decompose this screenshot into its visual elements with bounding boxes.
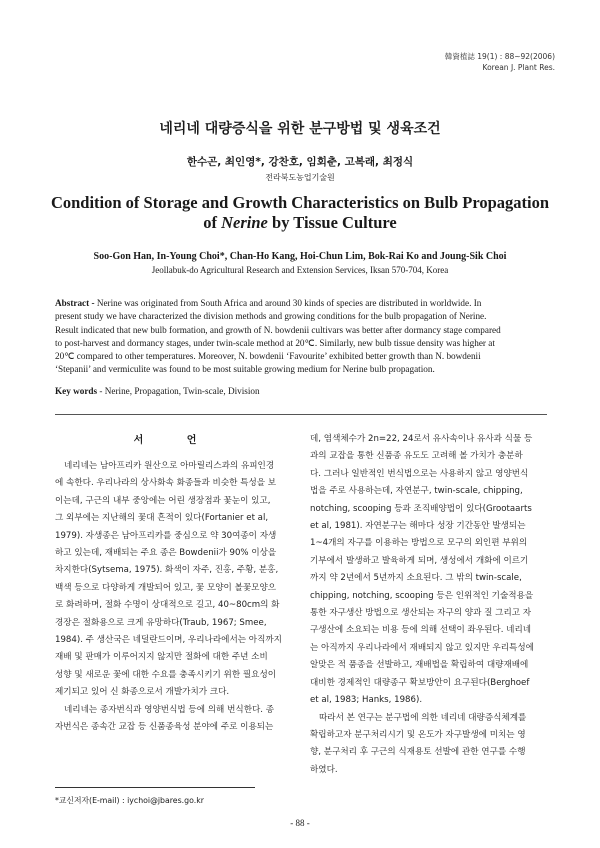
paragraph-line: 로 화려하며, 절화 수명이 상대적으로 길고, 40~80cm의 화 [55, 600, 280, 611]
paragraph-line: 1979). 자생종은 남아프리카를 중심으로 약 30여종이 자생 [55, 530, 277, 541]
abstract [55, 297, 547, 377]
korean-title: 네리네 대량증식을 위한 분구방법 및 생육조건 [159, 121, 441, 137]
paragraph-line: 통한 자구생산 방법으로 생산되는 자구의 양과 질 그리고 자 [310, 608, 532, 619]
paragraph-line: 다. 그러나 일반적인 번식법으로는 사용하지 않고 영양번식 [310, 468, 529, 479]
paragraph-line: 네리네는 종자번식과 영양번식법 등에 의해 번식한다. 종 [64, 704, 275, 715]
paragraph-line: 따라서 본 연구는 분구법에 의한 네리네 대량증식체계를 [319, 712, 527, 723]
paragraph-line: 과의 교잡을 통한 신품종 유도도 고려해 볼 가치가 충분하 [310, 451, 523, 462]
page-number: - 88 - [290, 818, 310, 828]
abstract-label: Abstract - [55, 298, 95, 308]
paragraph-line: 경장은 절화용으로 크게 유망하다(Traub, 1967; Smee, [55, 617, 267, 628]
paragraph-line: notching, scooping 등과 조직배양법이 있다(Grootaarts [310, 503, 532, 514]
abstract-line-text: Nerine was originated from South Africa and around 30 kinds of species are distributed in worldwide. In [94, 298, 482, 308]
english-title-of: of [203, 213, 222, 232]
paragraph-line: 그 외부에는 지난해의 꽃대 흔적이 있다(Fortanier et al, [55, 513, 269, 524]
paragraph-line: 네리네는 남아프리카 원산으로 아마릴리스과의 유피인경 [64, 461, 275, 471]
section-heading: 서 언 [133, 435, 217, 446]
paragraph-line: 는 아직까지 우리나라에서 재배되지 않고 있지만 우리특성에 [310, 642, 534, 653]
paragraph-line: 하고 있는데, 재배되는 주요 종은 Bowdenii가 90% 이상을 [55, 548, 277, 559]
paragraph-line: 차지한다(Sytsema, 1975). 화색이 자주, 진홍, 주황, 분홍, [55, 565, 279, 576]
paragraph-line: 재배 및 판매가 이루어지지 않지만 절화에 대한 주년 소비 [55, 652, 268, 663]
right-column [310, 431, 552, 779]
paragraph-line: 구생산에 소요되는 비용 등에 의해 선택이 좌우된다. 네리네 [310, 625, 532, 636]
korean-affiliation: 전라북도농업기술원 [265, 173, 335, 182]
abstract-line [55, 297, 547, 310]
paragraph-line: 까지 약 2년에서 5년까지 소요된다. 그 밖의 twin-scale, [310, 573, 522, 584]
english-title-genus: Nerine [221, 213, 268, 232]
korean-authors: 한수곤, 최인영*, 강찬호, 임회춘, 고복래, 최정식 [186, 156, 414, 168]
keywords-label: Key words [55, 386, 98, 396]
english-title [0, 193, 600, 233]
paragraph-line: 자번식은 종속간 교잡 등 신품종육성 분야에 주로 이용되는 [55, 722, 274, 733]
paragraph-line: 이는데, 구근의 내부 중앙에는 어린 생장점과 꽃눈이 있고, [55, 495, 271, 506]
english-authors: Soo-Gon Han, In-Young Choi*, Chan-Ho Kang, Hoi-Chun Lim, Bok-Rai Ko and Joung-Sik Choi [93, 251, 507, 262]
paragraph-line: 확립하고자 분구처리시기 및 온도가 자구발생에 미치는 영 [310, 729, 526, 740]
journal-citation-english: Korean J. Plant Res. [482, 63, 555, 72]
paragraph-line: chipping, notching, scooping 등은 인위적인 기술적용을 [310, 590, 534, 601]
abstract-line: ‘Stepanii’ and vermiculite was found to be most suitable growing medium for Nerine bulb propagation. [55, 364, 435, 375]
paragraph-line: 1~4개의 자구를 이용하는 방법으로 모구의 외인편 부위의 [310, 538, 528, 549]
paragraph-line: 알맞은 적 품종을 선발하고, 재배법을 확립하여 대량재배에 [310, 660, 529, 671]
abstract-line: 20℃ compared to other temperatures. Moreover, N. bowdenii ‘Favourite’ exhibited better growth than N. bowdenii [55, 351, 481, 362]
abstract-line: present study we have characterized the division methods and growing conditions for the bulb propagation of Nerine. [55, 311, 487, 322]
footnote-divider [55, 787, 255, 788]
abstract-line: Result indicated that new bulb formation, and growth of N. bowdenii cultivars was better after dormancy stage compared [55, 324, 501, 335]
journal-citation [445, 51, 555, 73]
paragraph-line: 대비한 경제적인 대량종구 확보방안이 요구된다(Berghoef [310, 677, 530, 688]
section-divider [55, 414, 547, 415]
paragraph-line: 데, 염색체수가 2n=22, 24로서 유사속이나 유사과 식물 등 [310, 434, 533, 444]
corresponding-author-footnote: *교신저자(E-mail) : iychoi@jbares.go.kr [55, 796, 204, 805]
paragraph-line: et al, 1983; Hanks, 1986). [310, 695, 423, 706]
paragraph-line: 백색 등으로 다양하게 개발되어 있고, 꽃 모양이 볼꽃모양으 [55, 582, 277, 593]
paragraph-line: 법을 주로 사용하는데, 자연분구, twin-scale, chipping, [310, 486, 523, 497]
english-title-line1: Condition of Storage and Growth Characteristics on Bulb Propagation [50, 193, 550, 212]
paragraph-line: 향, 분구처리 후 구근의 식재용토 선발에 관한 연구를 수행 [310, 747, 526, 758]
paragraph-line: 1984). 주 생산국은 네덜란드이며, 우리나라에서는 아직까지 [55, 635, 282, 646]
paragraph-line: 에 속한다. 우리나라의 상사화속 화종들과 비슷한 특성을 보 [55, 478, 277, 489]
english-title-rest: by Tissue Culture [267, 213, 397, 232]
abstract-line: to post-harvest and dormancy stages, under twin-scale method at 20℃. Similarly, new bulb tissue density was higher at [55, 337, 495, 348]
paragraph-line: 기부에서 발생하고 발육하게 되며, 생성에서 개화에 이르기 [310, 555, 529, 566]
english-title-line2 [0, 213, 600, 233]
journal-citation-korean: 韓資植誌 19(1) : 88~92(2006) [444, 52, 555, 61]
paragraph-line: 하였다. [310, 764, 338, 775]
english-affiliation: Jeollabuk-do Agricultural Research and Extension Services, Iksan 570-704, Korea [151, 265, 449, 275]
keywords [55, 386, 260, 396]
keywords-text: - Nerine, Propagation, Twin-scale, Division [97, 386, 260, 396]
paragraph-line: et al, 1981). 자연분구는 해마다 성장 기간동안 발생되는 [310, 521, 526, 532]
paragraph-line: 제기되고 있어 신 화종으로서 개발가치가 크다. [55, 687, 230, 698]
left-column [55, 458, 297, 737]
paragraph-line: 성향 및 새로운 꽃에 대한 수요를 충족시키기 위한 필요성이 [55, 669, 277, 680]
